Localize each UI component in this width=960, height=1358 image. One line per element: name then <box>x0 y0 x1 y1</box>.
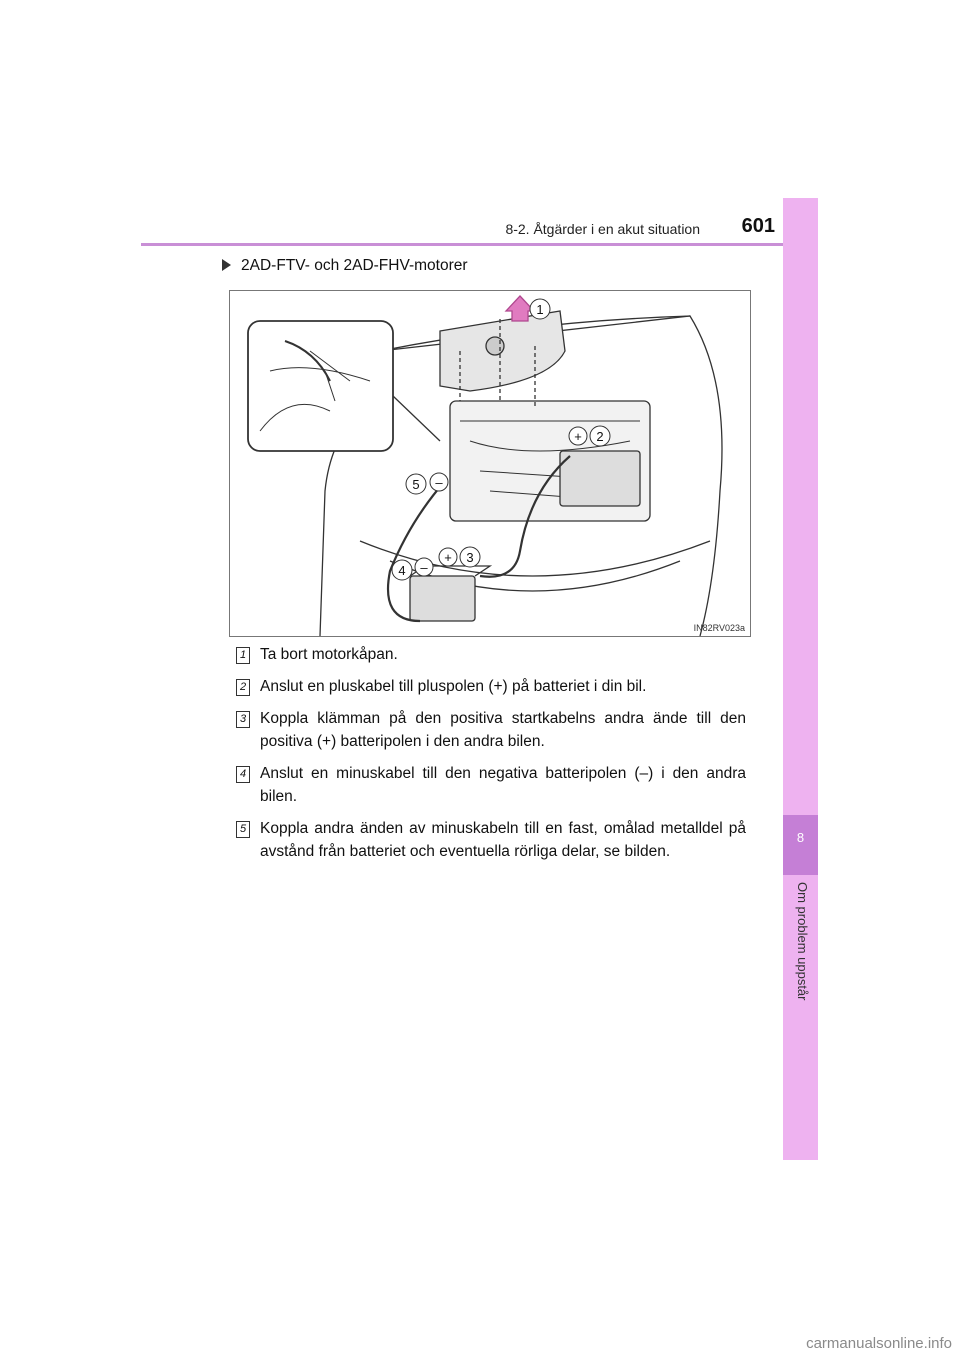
step-list <box>236 643 746 872</box>
header-section-title: 8-2. Åtgärder i en akut situation <box>505 221 700 237</box>
cover-oil-cap <box>486 337 504 355</box>
step-text: Anslut en pluskabel till pluspolen (+) på batteriet i din bil. <box>260 678 647 695</box>
step-text: Koppla klämman på den positiva startkabelns andra ände till den positiva (+) batteripolen i den andra bilen. <box>260 710 746 750</box>
callout-4-label: 4 <box>398 563 406 578</box>
step-item <box>236 707 746 753</box>
step-number-badge: 3 <box>236 711 250 728</box>
own-battery <box>560 451 640 506</box>
callout-3-label: 3 <box>466 550 474 565</box>
inset-detail-frame <box>248 321 393 451</box>
svg-text:+: + <box>574 429 582 444</box>
step-number-badge: 2 <box>236 679 250 696</box>
step-number-badge: 1 <box>236 647 250 664</box>
step-number-badge: 4 <box>236 766 250 783</box>
chapter-title: Om problem uppstår <box>795 882 810 1001</box>
callout-3 <box>439 547 480 567</box>
svg-text:+: + <box>444 550 452 565</box>
step-item <box>236 675 746 698</box>
callout-1-label: 1 <box>536 302 544 317</box>
svg-text:–: – <box>435 475 443 490</box>
triangle-bullet-icon <box>222 259 231 271</box>
callout-5-label: 5 <box>412 477 420 492</box>
step-item <box>236 817 746 863</box>
section-heading <box>222 257 468 275</box>
booster-battery <box>410 576 475 621</box>
svg-text:–: – <box>420 560 428 575</box>
chapter-number: 8 <box>796 830 805 845</box>
step-text: Koppla andra änden av minuskabeln till en fast, omålad metalldel på avstånd från batteriet och eventuella rörliga delar, se bilden. <box>260 820 746 860</box>
chapter-number-tab <box>783 815 818 875</box>
engine-jump-start-illustration <box>229 290 751 637</box>
inset-leader <box>393 396 440 441</box>
step-item <box>236 643 746 666</box>
step-item <box>236 762 746 808</box>
step-text: Ta bort motorkåpan. <box>260 646 398 663</box>
bumper-line <box>360 541 710 576</box>
page-number: 601 <box>741 215 775 237</box>
callout-1 <box>530 299 550 319</box>
section-heading-text: 2AD-FTV- och 2AD-FHV-motorer <box>241 257 468 274</box>
header-divider <box>141 243 817 246</box>
step-text: Anslut en minuskabel till den negativa batteripolen (–) i den andra bilen. <box>260 765 746 805</box>
step-number-badge: 5 <box>236 821 250 838</box>
callout-2-label: 2 <box>596 429 604 444</box>
engine-illustration-svg <box>230 291 750 636</box>
watermark-link[interactable]: carmanualsonline.info <box>806 1335 952 1352</box>
figure-code: IN82RV023a <box>693 623 745 633</box>
callout-5 <box>406 473 448 494</box>
